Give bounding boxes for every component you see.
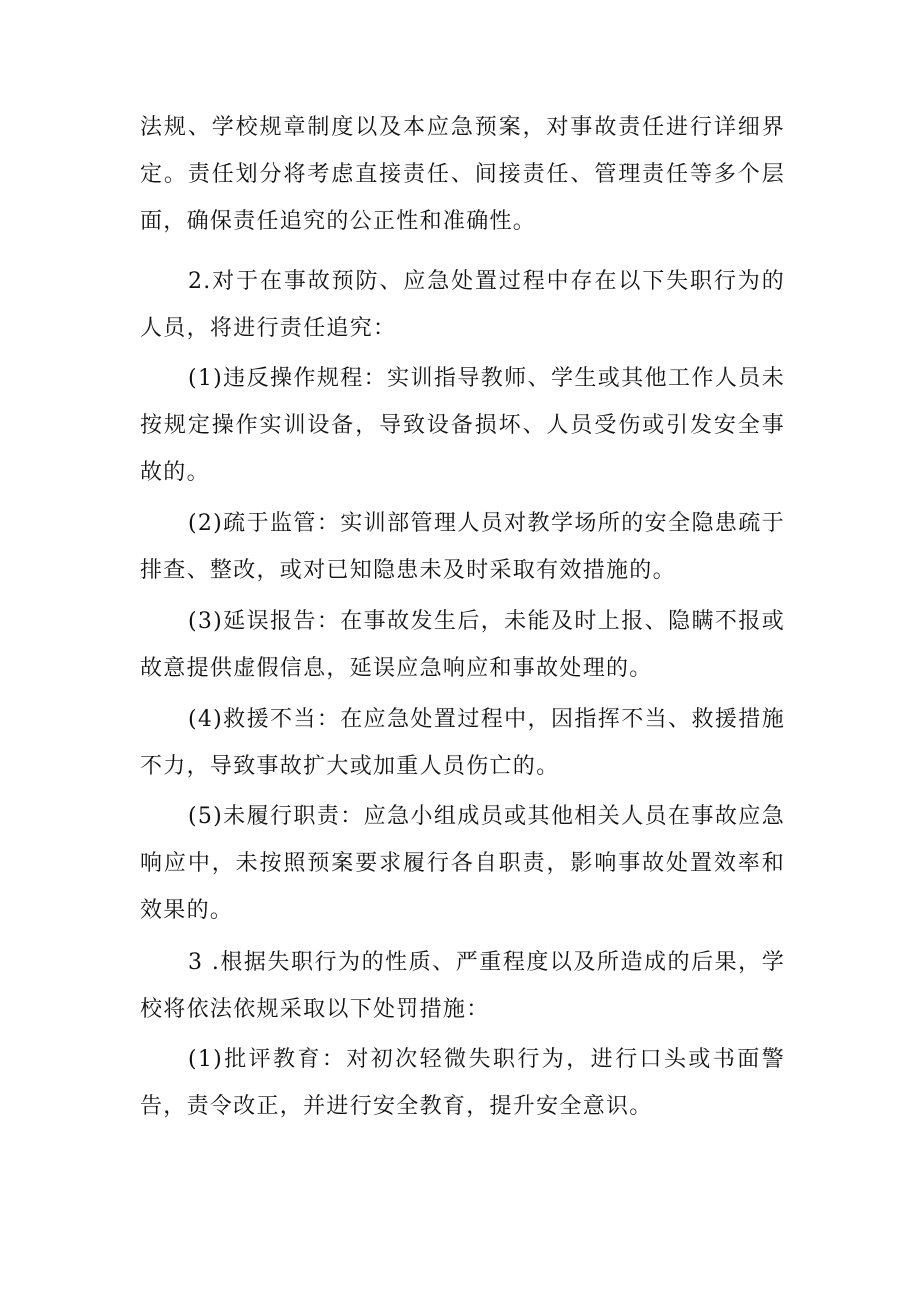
paragraph-item-2: 2.对于在事故预防、应急处置过程中存在以下失职行为的人员，将进行责任追究： [140, 269, 785, 341]
paragraph-violation-4: (4)救援不当：在应急处置过程中，因指挥不当、救援措施不力，导致事故扩大或加重人员伤亡的。 [140, 707, 785, 779]
paragraph-penalty-1: (1)批评教育：对初次轻微失职行为，进行口头或书面警告，责令改正，并进行安全教育，提升安全意识。 [140, 1047, 785, 1119]
paragraph-violation-5: (5)未履行职责：应急小组成员或其他相关人员在事故应急响应中，未按照预案要求履行各自职责，影响事故处置效率和效果的。 [140, 804, 785, 923]
paragraph-liability-definition: 法规、学校规章制度以及本应急预案，对事故责任进行详细界定。责任划分将考虑直接责任、间接责任、管理责任等多个层面，确保责任追究的公正性和准确性。 [140, 115, 785, 234]
paragraph-item-3: 3 .根据失职行为的性质、严重程度以及所造成的后果，学校将依法依规采取以下处罚措施： [140, 950, 785, 1022]
paragraph-violation-1: (1)违反操作规程：实训指导教师、学生或其他工作人员未按规定操作实训设备，导致设备损坏、人员受伤或引发安全事故的。 [140, 366, 785, 485]
paragraph-violation-3: (3)延误报告：在事故发生后，未能及时上报、隐瞒不报或故意提供虚假信息，延误应急响应和事故处理的。 [140, 609, 785, 681]
paragraph-violation-2: (2)疏于监管：实训部管理人员对教学场所的安全隐患疏于排查、整改，或对已知隐患未及时采取有效措施的。 [140, 511, 785, 583]
